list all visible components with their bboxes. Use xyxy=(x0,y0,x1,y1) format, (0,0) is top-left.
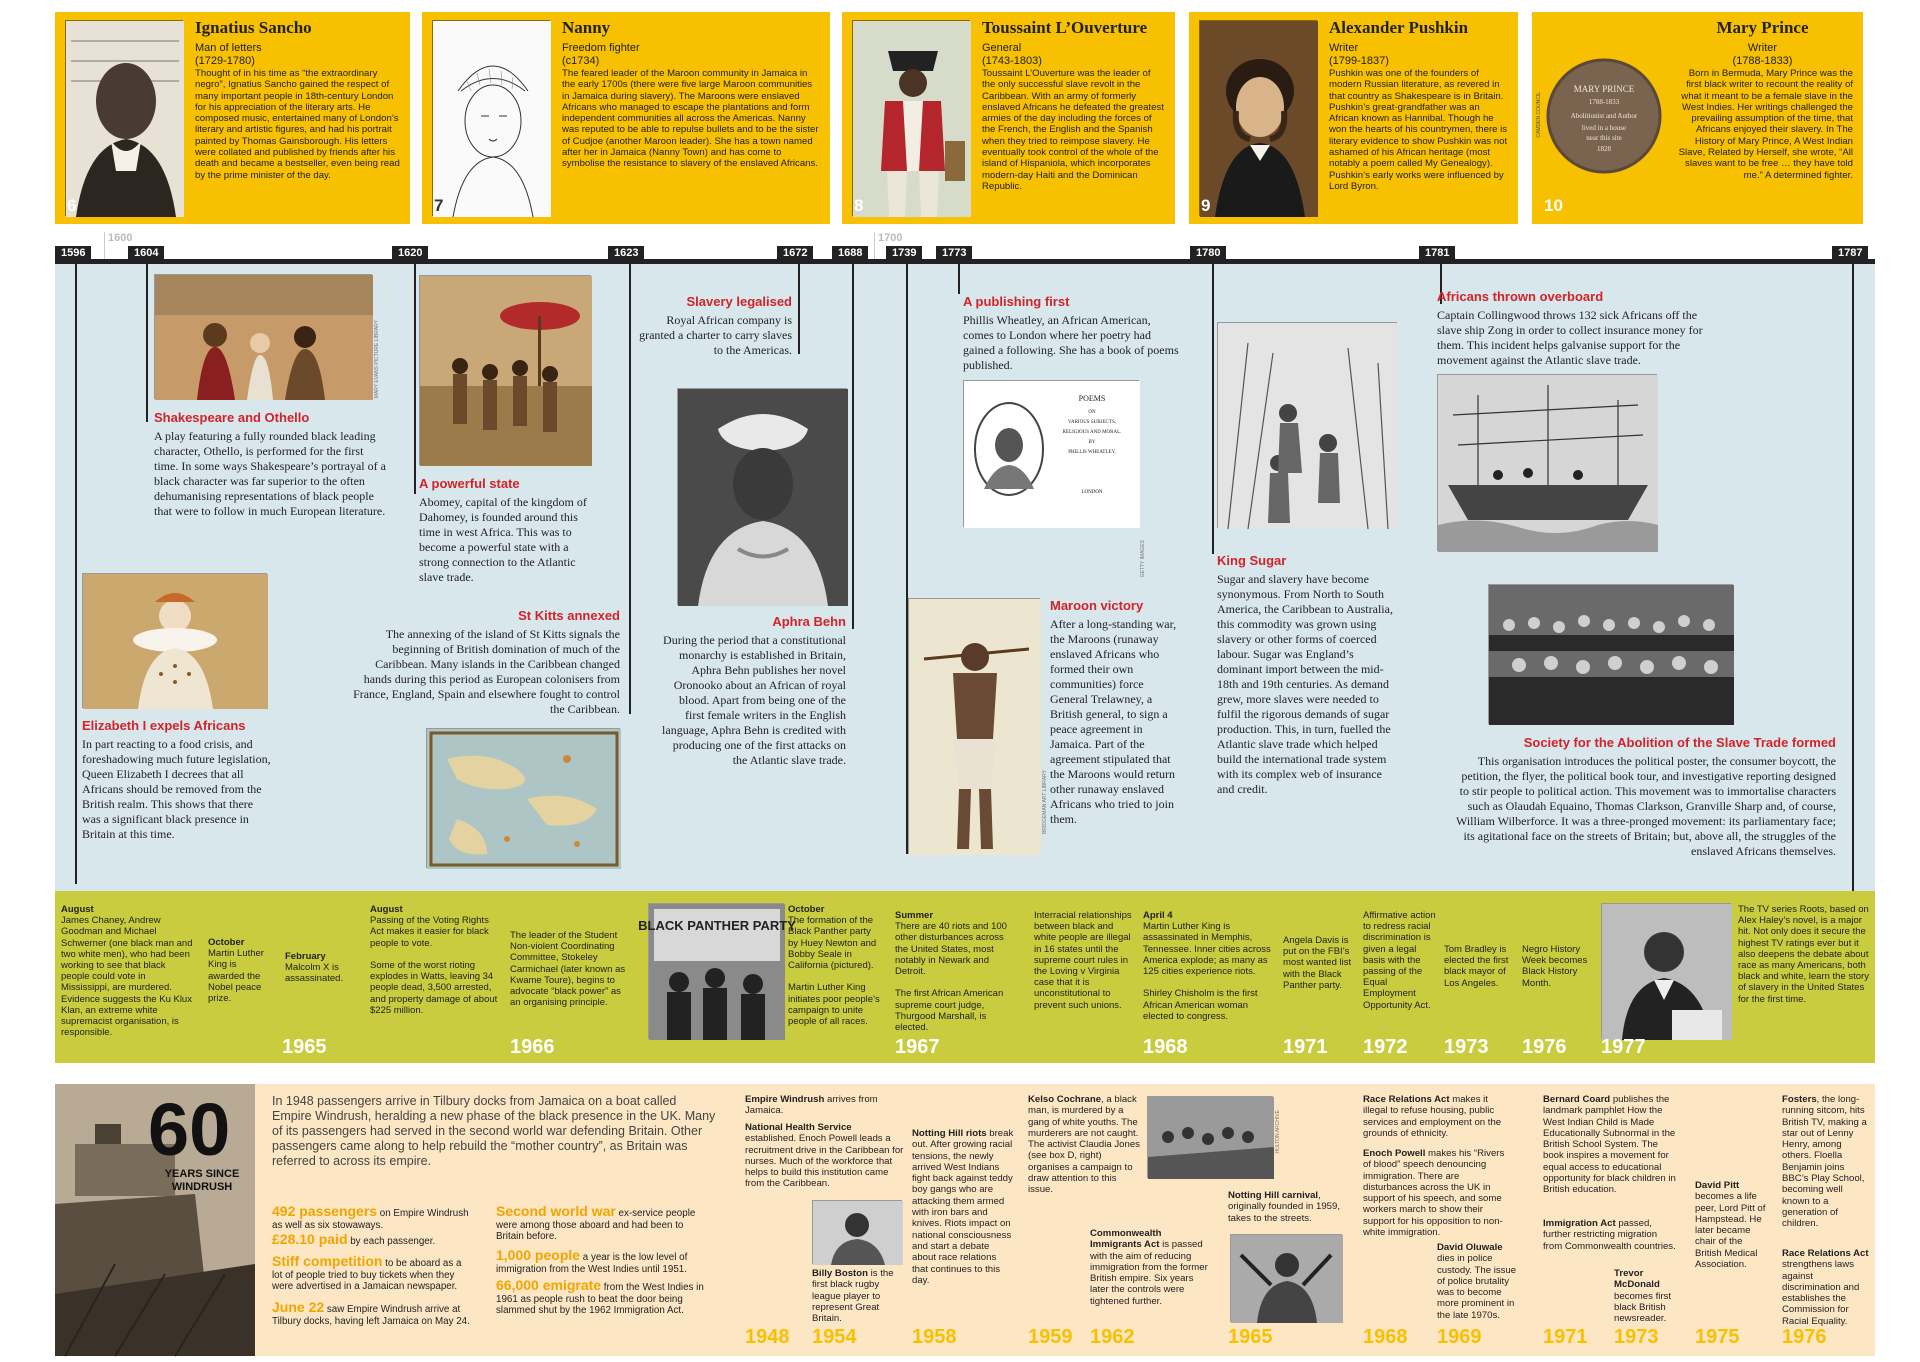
sugar-plantation-engraving xyxy=(1217,322,1397,528)
year-marker: 1596 xyxy=(55,246,91,261)
bottom-item: David Pitt becomes a life peer, Lord Pitt of Hampstead. He later became chair of the British Medical Association. xyxy=(1695,1180,1766,1271)
event-text: This organisation introduces the political poster, the consumer boycott, the petition, the flyer, the political book tour, and investigative reporting designed to stir people to political action. This movement was to immortalise characters such as Olaudah Equaino, Thomas Clarkson, Granville Sharp and, of course, William Wilberforce. It was a three-pronged movement: its parliamentary face; its agitational face on the streets of Britain; but, above all, the struggles of the enslaved Africans themselves. xyxy=(1456,754,1836,858)
bottom-item: Race Relations Act strengthens laws against discrimination and establishes the Commission for Racial Equality. xyxy=(1782,1248,1869,1327)
bottom-item: Fosters, the long-running sitcom, hits British TV, making a star out of Lenny Henry, among others. Floella Benjamin joins BBC’s Play School, becoming well known to a generation of children. xyxy=(1782,1094,1867,1230)
event-title: A publishing first xyxy=(963,294,1070,309)
dahomey-painting xyxy=(419,275,591,465)
green-item: Tom Bradley is elected the first black mayor of Los Angeles. xyxy=(1444,944,1509,989)
book-title-line: VARIOUS SUBJECTS, xyxy=(1068,420,1116,425)
bottom-item: Immigration Act passed, further restricting migration from Commonwealth countries. xyxy=(1543,1218,1676,1252)
sixty-numeral: 60 xyxy=(148,1088,231,1171)
event-text: Abomey, capital of the kingdom of Dahomey, is founded around this time in west Africa. This was to become a powerful state with a strong connection to the Atlantic slave trade. xyxy=(419,495,587,584)
bottom-item: Bernard Coard publishes the landmark pamphlet How the West Indian Child is Made Educationally Subnormal in the British School System. The book inspires a movement for equal access to educational opportunity for black children in British education. xyxy=(1543,1094,1676,1196)
event-elizabeth xyxy=(82,718,272,842)
bio-number: 7 xyxy=(434,196,444,215)
photo-credit: MARY EVANS PICTURE LIBRARY xyxy=(374,320,380,399)
green-year: 1966 xyxy=(510,1036,555,1058)
photo-credit: BRIDGEMAN ART LIBRARY xyxy=(1042,770,1048,834)
alex-haley-photo xyxy=(1601,903,1731,1039)
bio-number: 9 xyxy=(1201,196,1211,215)
stat-item: 1,000 people a year is the low level of immigration from the West Indies until 1951. xyxy=(496,1247,688,1275)
bottom-year: 1959 xyxy=(1028,1326,1073,1348)
plaque-line: MARY PRINCE xyxy=(1573,84,1635,94)
event-king-sugar xyxy=(1217,553,1399,797)
bio-card-nanny xyxy=(422,12,830,224)
event-title: A powerful state xyxy=(419,476,520,491)
green-item: April 4 Martin Luther King is assassinated in Memphis, Tennessee. Inner cities across America explode; as many as 125 cities experience riots. Shirley Chisholm is the first African American woman elected to congress. xyxy=(1143,910,1271,1022)
abolition-society-meeting xyxy=(1488,584,1733,724)
stat-item: Second world war ex-service people were among those aboard and had been to Britain before. xyxy=(496,1203,696,1242)
year-marker: 1672 xyxy=(777,246,813,261)
event-powerful-state xyxy=(419,476,595,585)
green-year: 1968 xyxy=(1143,1036,1188,1058)
event-text: During the period that a constitutional monarchy is established in Britain, Aphra Behn publishes her novel Oronooko about an African of royal blood. Apart from being one of the first female writers in the English language, Aphra Behn is credited with producing one of the first attacks on the Atlantic slave trade. xyxy=(662,633,846,767)
year-marker: 1604 xyxy=(128,246,164,261)
bottom-year: 1975 xyxy=(1695,1326,1740,1348)
green-item: The TV series Roots, based on Alex Haley’s novel, is a major hit. Not only does it secure the highest TV ratings ever but it also deepens the debate about race as many Americans, both black and white, learn the story of slavery in the United States for the first time. xyxy=(1738,904,1869,1005)
bottom-year: 1969 xyxy=(1437,1326,1482,1348)
green-item: August James Chaney, Andrew Goodman and Michael Schwerner (one black man and two white men), who had been working to see that black people could vote in Mississippi, are murdered. Evidence suggests the Ku Klux Klan, an extreme white supremacist organisation, is responsible. xyxy=(61,904,193,1039)
bio-role: Freedom fighter xyxy=(562,42,640,54)
bio-dates: (1743-1803) xyxy=(982,55,1042,67)
photo-credit: GETTY IMAGES xyxy=(1140,540,1146,578)
green-item: August Passing of the Voting Rights Act makes it easier for black people to vote. Some of the worst rioting explodes in Watts, leaving 34 people dead, 3,500 arrested, and property damage of about $225 million. xyxy=(370,904,498,1016)
bottom-item: National Health Service established. Enoch Powell leads a recruitment drive in the Caribbean for nurses. Much of the workforce that helps to build this institution came from the Caribbean. xyxy=(745,1122,904,1190)
bio-name: Toussaint L’Ouverture xyxy=(982,18,1148,37)
bottom-year: 1958 xyxy=(912,1326,957,1348)
bio-role: Writer xyxy=(1329,42,1359,54)
bottom-item: David Oluwale dies in police custody. The issue of police brutality was to become more prominent in the late 1970s. xyxy=(1437,1242,1517,1321)
year-marker: 1780 xyxy=(1190,246,1226,261)
year-marker: 1787 xyxy=(1832,246,1868,261)
bio-text: The feared leader of the Maroon community in Jamaica in the early 1700s (there were five large Maroon communities in Jamaica during slavery). The Maroons were enslaved Africans who managed to escape the plantations and form independent communities all across the Americas. Nanny was reputed to be able to repulse bullets and to be the sister of Cudjoe (another Maroon leader). She has a town named after her in Jamaica (Nanny Town) and has come to symbolise the resistance to slavery of the enslaved Africans. xyxy=(562,68,819,170)
aphra-behn-portrait xyxy=(677,388,847,605)
caribbean-map xyxy=(426,728,620,868)
bio-number: 6 xyxy=(67,196,77,215)
green-year: 1976 xyxy=(1522,1036,1567,1058)
zong-ship-engraving xyxy=(1437,374,1657,551)
event-text: The annexing of the island of St Kitts signals the beginning of British domination of much of the Caribbean. Many islands in the Caribbean changed hands during this period as European colonisers from France, England, Spain and elsewhere fought to control the Caribbean. xyxy=(353,627,620,716)
bio-text: Thought of in his time as “the extraordinary negro”, Ignatius Sancho gained the respect of many important people in 18th-century London for his appreciation of the literary arts. He composed music, entertained many of London’s literary and artistic figures, and had his portrait painted by Thomas Gainsborough. His letters were collated and published by friends after his death and became a bestseller, even being read by the prime minister of the day. xyxy=(195,68,400,181)
book-title-line: BY xyxy=(1088,440,1096,445)
green-year: 1977 xyxy=(1601,1036,1646,1058)
bottom-item: Notting Hill carnival, originally founded in 1959, takes to the streets. xyxy=(1228,1190,1341,1224)
green-item: Interracial relationships between black and white people are illegal in 16 states until the supreme court rules in the Loving v Virginia case that it is unconstitutional to prevent such unions. xyxy=(1034,910,1132,1011)
bottom-year: 1965 xyxy=(1228,1326,1273,1348)
bio-name: Mary Prince xyxy=(1716,18,1809,37)
event-text: Phillis Wheatley, an African American, comes to London where her poetry had gained a following. She has a book of poems published. xyxy=(963,313,1179,372)
bottom-item: Trevor McDonald becomes first black British newsreader. xyxy=(1614,1268,1672,1325)
book-title-line: POEMS xyxy=(1078,394,1106,403)
event-title: Shakespeare and Othello xyxy=(154,410,310,425)
green-item: Negro History Week becomes Black History Month. xyxy=(1522,944,1588,989)
toussaint-portrait xyxy=(852,20,970,216)
event-title: Africans thrown overboard xyxy=(1437,289,1604,304)
bio-dates: (c1734) xyxy=(562,55,600,67)
wheatley-poems-book xyxy=(963,380,1139,527)
bottom-year: 1973 xyxy=(1614,1326,1659,1348)
event-text: After a long-standing war, the Maroons (runaway enslaved Africans who formed their own communities) force General Trelawney, a British general, to sign a peace agreement in Jamaica. Part of the agreement stipulated that the Maroons would return other runaway enslaved Africans who tried to join them. xyxy=(1050,617,1177,826)
plaque-line: lived in a house xyxy=(1581,124,1627,132)
bio-dates: (1788-1833) xyxy=(1732,55,1793,67)
carnival-photo xyxy=(1230,1234,1342,1322)
black-panther-photo xyxy=(638,903,796,1039)
event-text: Captain Collingwood throws 132 sick Africans off the slave ship Zong in order to collect insurance money for them. This incident helps galvanise support for the movement against the Atlantic slave trade. xyxy=(1437,308,1703,367)
year-marker: 1688 xyxy=(832,246,868,261)
event-text: In part reacting to a food crisis, and foreshadowing much future legislation, Queen Elizabeth I decrees that all Africans should be removed from the British realm. This shows that there was a significant black presence in Britain at this time. xyxy=(82,737,271,841)
year-marker: 1739 xyxy=(886,246,922,261)
bio-text: Pushkin was one of the founders of modern Russian literature, as revered in that country as Shakespeare is in Britain. Pushkin’s great-grandfather was an African known as Hannibal. Though he won the hearts of his countrymen, there is literary evidence to show Pushkin was not ashamed of his African heritage (most notably a poem called My Genealogy). Pushkin’s early works were influenced by Lord Byron. xyxy=(1329,68,1508,192)
stat-item: 492 passengers on Empire Windrush as well as six stowaways. xyxy=(272,1203,469,1231)
green-year: 1972 xyxy=(1363,1036,1408,1058)
sancho-portrait xyxy=(65,20,183,216)
green-item: Summer There are 40 riots and 100 other disturbances across the United States, most notably in Newark and Detroit. The first African American supreme court judge, Thurgood Marshall, is elected. xyxy=(895,910,1007,1034)
year-marker: 1773 xyxy=(936,246,972,261)
green-item: Angela Davis is put on the FBI’s most wanted list with the Black Panther party. xyxy=(1283,935,1352,991)
green-item: October The formation of the Black Panther party by Huey Newton and Bobby Seale in California (pictured). Martin Luther King initiates poor people’s campaign to unite people of all races. xyxy=(788,904,880,1028)
year-marker: 1620 xyxy=(392,246,428,261)
event-aphra-behn xyxy=(658,614,846,768)
bottom-year: 1968 xyxy=(1363,1326,1408,1348)
bottom-year: 1948 xyxy=(745,1326,790,1348)
event-title: Maroon victory xyxy=(1050,598,1144,613)
billy-boston-photo xyxy=(812,1200,902,1264)
bottom-year: 1976 xyxy=(1782,1326,1827,1348)
event-title: Society for the Abolition of the Slave Trade formed xyxy=(1523,735,1836,750)
year-marker: 1623 xyxy=(608,246,644,261)
event-text: A play featuring a fully rounded black leading character, Othello, is performed for the first time. In some ways Shakespeare’s portrayal of a black character was far superior to the often dehumanising representations of black people that were to follow in much European literature. xyxy=(154,429,386,518)
bio-number: 10 xyxy=(1544,196,1563,215)
bio-name: Nanny xyxy=(562,18,611,37)
green-year: 1967 xyxy=(895,1036,940,1058)
bottom-item: Enoch Powell makes his “Rivers of blood” speech denouncing immigration. There are disturbances across the UK in support of his speech, and some workers march to show their support for his opposition to non-white immigration. xyxy=(1363,1148,1505,1239)
event-text: Royal African company is granted a charter to carry slaves to the Americas. xyxy=(639,313,792,357)
bio-role: Writer xyxy=(1747,42,1778,54)
mary-prince-plaque xyxy=(1542,20,1660,216)
plaque-line: 1828 xyxy=(1597,145,1611,153)
bio-role: General xyxy=(982,42,1022,54)
green-item: Affirmative action to redress racial discrimination is given a legal basis with the passing of the Equal Employment Opportunity Act. xyxy=(1363,910,1436,1011)
bottom-item: Race Relations Act makes it illegal to refuse housing, public services and employment on the grounds of ethnicity. xyxy=(1363,1094,1502,1139)
book-title-line: RELIGIOUS AND MORAL. xyxy=(1062,430,1122,435)
green-year: 1965 xyxy=(282,1036,327,1058)
event-shakespeare-othello xyxy=(154,410,390,519)
bio-name: Ignatius Sancho xyxy=(195,18,312,37)
century-label: 1600 xyxy=(108,232,133,244)
green-year: 1973 xyxy=(1444,1036,1489,1058)
maroon-figure xyxy=(908,598,1040,854)
plaque-line: 1788-1833 xyxy=(1588,98,1620,106)
photo-credit: CAMDEN COUNCIL xyxy=(1536,92,1542,138)
bottom-item: Kelso Cochrane, a black man, is murdered by a gang of white youths. The murderers are not caught. The activist Claudia Jones (see box D, right) organises a campaign to draw attention to this issue. xyxy=(1028,1094,1140,1196)
windrush-subtitle: YEARS SINCE WINDRUSH xyxy=(164,1168,240,1193)
century-label: 1700 xyxy=(878,232,903,244)
bio-number: 8 xyxy=(854,196,864,215)
bio-name: Alexander Pushkin xyxy=(1329,18,1469,37)
bio-card-prince xyxy=(1532,12,1863,224)
event-title: King Sugar xyxy=(1217,553,1287,568)
event-slavery-legalised xyxy=(636,294,792,358)
bottom-year: 1962 xyxy=(1090,1326,1135,1348)
bio-dates: (1799-1837) xyxy=(1329,55,1389,67)
bottom-item: Billy Boston is the first black rugby league player to represent Great Britain. xyxy=(812,1268,894,1325)
event-africans-overboard xyxy=(1437,289,1705,368)
othello-painting xyxy=(154,274,372,399)
stat-item: June 22 saw Empire Windrush arrive at Tilbury docks, having left Jamaica on May 24. xyxy=(272,1299,470,1327)
event-text: Sugar and slavery have become synonymous. From North to South America, the Caribbean to Australia, this commodity was grown using slavery or other forms of coerced labour. Sugar was England’s dominant import between the mid-18th and 19th centuries. As demand grew, more slaves were needed to fulfil the rigorous demands of sugar production. This, in turn, fuelled the Atlantic slave trade which helped build the international trade system with its complex web of insurance and credit. xyxy=(1217,572,1393,796)
book-title-line: PHILLIS WHEATLEY, xyxy=(1068,450,1116,455)
green-item: The leader of the Student Non-violent Coordinating Committee, Stokeley Carmichael (later known as Kwame Toure), begins to advocate “black power” as an organising principle. xyxy=(510,930,626,1009)
bio-dates: (1729-1780) xyxy=(195,55,255,67)
green-year: 1971 xyxy=(1283,1036,1328,1058)
year-marker: 1781 xyxy=(1419,246,1455,261)
event-title: Aphra Behn xyxy=(772,614,846,629)
bottom-year: 1954 xyxy=(812,1326,857,1348)
stat-item: Stiff competition to be aboard as a lot of people tried to buy tickets when they were advertised in a Jamaican newspaper. xyxy=(272,1253,462,1292)
bottom-item: Empire Windrush arrives from Jamaica. xyxy=(745,1094,878,1117)
bio-role: Man of letters xyxy=(195,42,262,54)
green-item: February Malcolm X is assassinated. xyxy=(285,951,344,985)
plaque-line: Abolitionist and Author xyxy=(1570,112,1638,120)
windrush-intro: In 1948 passengers arrive in Tilbury docks from Jamaica on a boat called Empire Windrush, heralding a new phase of the black presence in the UK. Many of its passengers had served in the second world war defending Britain. Other passengers came along to help rebuild the “mother country”, as Britain was referred to across its empire. xyxy=(272,1094,716,1168)
plaque-line: near this site xyxy=(1586,134,1622,142)
event-publishing-first xyxy=(963,294,1181,373)
nanny-portrait xyxy=(432,20,550,216)
event-st-kitts xyxy=(352,608,620,717)
event-title: Elizabeth I expels Africans xyxy=(82,718,246,733)
stat-item: 66,000 emigrate from the West Indies in 1961 as people rush to beat the door being slammed shut by the 1962 Immigration Act. xyxy=(496,1277,704,1316)
bio-text: Toussaint L’Ouverture was the leader of the only successful slave revolt in the Caribbean. With an army of formerly enslaved Africans he defeated the greatest armies of the day including the forces of the French, the English and the Spanish when they tried to reimpose slavery. He eventually took control of the whole of the island of Hispaniola, which incorporates modern-day Haiti and the Dominican Republic. xyxy=(982,68,1164,192)
stat-item: £28.10 paid by each passenger. xyxy=(272,1231,436,1247)
elizabeth-portrait xyxy=(82,573,267,708)
bottom-item: Commonwealth Immigrants Act is passed with the aim of reducing immigration from the former British empire. Six years later the controls were tightened further. xyxy=(1090,1228,1208,1307)
book-title-line: LONDON xyxy=(1081,490,1103,495)
bio-card-pushkin xyxy=(1189,12,1518,224)
book-title-line: ON xyxy=(1088,410,1096,415)
event-abolition-society xyxy=(1452,735,1836,859)
bottom-year: 1971 xyxy=(1543,1326,1588,1348)
event-title: Slavery legalised xyxy=(686,294,792,309)
pushkin-portrait xyxy=(1199,20,1317,216)
bio-card-sancho xyxy=(55,12,410,224)
event-title: St Kitts annexed xyxy=(518,608,620,623)
green-item: October Martin Luther King is awarded the Nobel peace prize. xyxy=(208,937,264,1005)
event-maroon-victory xyxy=(1050,598,1180,827)
panther-sign: BLACK PANTHER PARTY xyxy=(638,918,796,933)
bio-text: Born in Bermuda, Mary Prince was the first black writer to recount the reality of what it meant to be a female slave in the West Indies. Her writings challenged the prevailing assumption of the time, that Africans enjoyed their slavery. In The History of Mary Prince, A West Indian Slave, Related by Herself, she wrote, “All slaves want to be free … they have told me.” A determined fighter. xyxy=(1678,68,1853,181)
bottom-item: Notting Hill riots break out. After growing racial tensions, the newly arrived West Indians fight back against teddy boy gangs who are attacking them armed with iron bars and knives. Riots impact on national consciousness and start a debate about race relations that continues to this day. xyxy=(912,1128,1014,1286)
photo-credit: HULTON ARCHIVE xyxy=(1275,1110,1281,1154)
bio-card-toussaint xyxy=(842,12,1175,224)
notting-hill-street-photo xyxy=(1147,1096,1273,1178)
